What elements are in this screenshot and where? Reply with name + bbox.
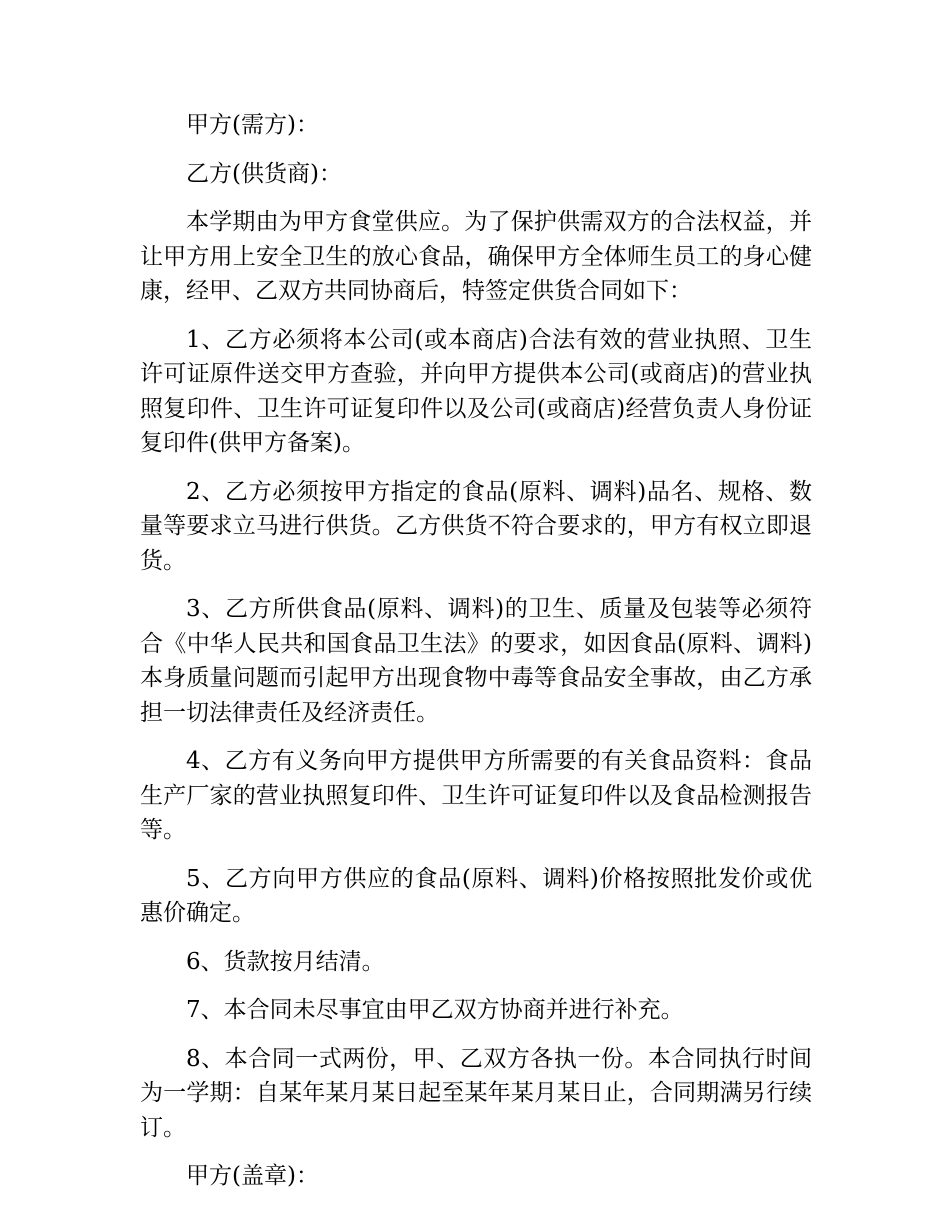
party-b-supplier-line: 乙方(供货商)： xyxy=(186,160,342,187)
clause-6: 6、货款按月结清。 xyxy=(186,948,385,975)
contract-preamble: 本学期由为甲方食堂供应。为了保护供需双方的合法权益，并让甲方用上安全卫生的放心食品，确保甲方全体师生员工的身心健康，经甲、乙双方共同协商后，特签定供货合同如下： xyxy=(140,209,812,304)
clause-1: 1、乙方必须将本公司(或本商店)合法有效的营业执照、卫生许可证原件送交甲方查验，并向甲方提供本公司(或商店)的营业执照复印件、卫生许可证复印件以及公司(或商店)经营负责人身份证复印件(供甲方备案)。 xyxy=(140,326,812,456)
clause-8: 8、本合同一式两份，甲、乙双方各执一份。本合同执行时间为一学期：自某年某月某日起至某年某月某日止，合同期满另行续订。 xyxy=(140,1045,812,1141)
clause-2: 2、乙方必须按甲方指定的食品(原料、调料)品名、规格、数量等要求立马进行供货。乙方供货不符合要求的，甲方有权立即退货。 xyxy=(140,478,812,574)
clause-3: 3、乙方所供食品(原料、调料)的卫生、质量及包装等必须符合《中华人民共和国食品卫生法》的要求，如因食品(原料、调料)本身质量问题而引起甲方出现食物中毒等食品安全事故，由乙方承担一切法律责任及经济责任。 xyxy=(140,596,812,726)
contract-body xyxy=(140,108,812,1194)
clause-7: 7、本合同未尽事宜由甲乙双方协商并进行补充。 xyxy=(186,997,684,1023)
party-a-demander-line: 甲方(需方)： xyxy=(186,112,319,138)
clause-4: 4、乙方有义务向甲方提供甲方所需要的有关食品资料：食品生产厂家的营业执照复印件、卫生许可证复印件以及食品检测报告等。 xyxy=(140,748,812,843)
party-a-seal-line: 甲方(盖章)： xyxy=(186,1163,319,1189)
clause-5: 5、乙方向甲方供应的食品(原料、调料)价格按照批发价或优惠价确定。 xyxy=(140,865,812,926)
